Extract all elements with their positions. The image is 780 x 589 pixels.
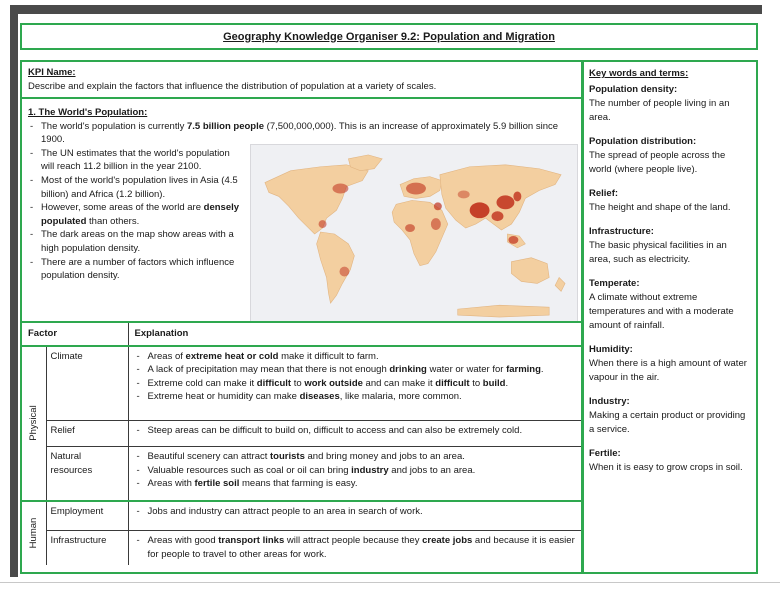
population-bullet: - The world's population is currently 7.5 billion people (7,500,000,000). This is an increase of approximately 5.9 billion since 1900. (28, 120, 578, 147)
key-term-definition: The number of people living in an area. (589, 98, 730, 123)
key-term-name: Population distribution: (589, 136, 697, 147)
population-bullet: - The dark areas on the map show areas with a high population density. (28, 228, 240, 255)
explanation-list (135, 350, 577, 404)
category-human: Human (22, 501, 46, 565)
explanation-list (135, 450, 577, 491)
key-term-definition: The height and shape of the land. (589, 202, 731, 213)
kpi-text: Describe and explain the factors that influence the distribution of population at a variety of scales. (28, 81, 437, 92)
explanation-point: - Steep areas can be difficult to build on, difficult to access and can also be extremely cold. (135, 424, 577, 438)
explanation-list (135, 505, 577, 519)
explanation-list (135, 424, 577, 438)
key-term-definition: The spread of people across the world (where people live). (589, 150, 726, 175)
explanation-relief (128, 421, 582, 447)
left-frame-bar (10, 5, 18, 577)
explanation-employment (128, 501, 582, 531)
key-term-definition: The basic physical facilities in an area, such as electricity. (589, 240, 727, 265)
world-population-density-map (250, 144, 578, 322)
factor-natural-resources: Natural resources (46, 447, 128, 501)
explanation-climate (128, 346, 582, 421)
key-term (589, 395, 750, 437)
main-panel (20, 60, 584, 574)
key-term (589, 343, 750, 385)
explanation-point: - Extreme heat or humidity can make diseases, like malaria, more common. (135, 390, 577, 404)
category-physical: Physical (22, 346, 46, 501)
key-term-name: Industry: (589, 396, 630, 407)
key-term-name: Fertile: (589, 448, 621, 459)
kpi-heading: KPI Name: (28, 67, 76, 78)
population-bullet: - The UN estimates that the world's population will reach 11.2 billion in the year 2100. (28, 147, 240, 174)
key-term (589, 225, 750, 267)
key-term (589, 187, 750, 215)
key-words-heading: Key words and terms: (589, 68, 689, 79)
explanation-header: Explanation (128, 322, 582, 346)
key-words-list (589, 83, 750, 475)
population-bullet: - However, some areas of the world are densely populated than others. (28, 201, 240, 228)
kpi-divider (22, 97, 582, 99)
explanation-point: - Valuable resources such as coal or oil can bring industry and jobs to an area. (135, 464, 577, 478)
key-term-name: Relief: (589, 188, 619, 199)
key-term-name: Infrastructure: (589, 226, 654, 237)
key-words-heading-block (589, 67, 750, 81)
top-frame-bar (10, 5, 762, 14)
factors-table (22, 321, 582, 565)
explanation-point: - Beautiful scenery can attract tourists and bring money and jobs to an area. (135, 450, 577, 464)
key-term-name: Humidity: (589, 344, 633, 355)
explanation-list (135, 534, 577, 561)
factor-relief: Relief (46, 421, 128, 447)
key-term-definition: When it is easy to grow crops in soil. (589, 462, 743, 473)
explanation-point: - Areas with good transport links will attract people because they create jobs and because it is easier for people to travel to other areas for work. (135, 534, 577, 561)
page-title: Geography Knowledge Organiser 9.2: Population and Migration (223, 30, 555, 43)
explanation-natural-resources (128, 447, 582, 501)
explanation-point: - Jobs and industry can attract people to an area in search of work. (135, 505, 577, 519)
explanation-point: - Areas of extreme heat or cold make it difficult to farm. (135, 350, 577, 364)
key-term-definition: A climate without extreme temperatures and with a moderate amount of rainfall. (589, 292, 734, 331)
key-term-name: Temperate: (589, 278, 640, 289)
key-term (589, 83, 750, 125)
factor-infrastructure: Infrastructure (46, 531, 128, 565)
bottom-divider (0, 582, 780, 583)
key-term-definition: Making a certain product or providing a service. (589, 410, 746, 435)
factor-climate: Climate (46, 346, 128, 421)
explanation-infrastructure (128, 531, 582, 565)
key-term-definition: When there is a high amount of water vapour in the air. (589, 358, 747, 383)
explanation-point: - Extreme cold can make it difficult to work outside and can make it difficult to build. (135, 377, 577, 391)
key-term (589, 135, 750, 177)
key-words-panel (581, 60, 758, 574)
key-term (589, 277, 750, 333)
kpi-section (28, 66, 578, 94)
factor-employment: Employment (46, 501, 128, 531)
key-term-name: Population density: (589, 84, 678, 95)
population-bullet: - There are a number of factors which influence population density. (28, 256, 240, 283)
explanation-point: - A lack of precipitation may mean that there is not enough drinking water or water for farming. (135, 363, 577, 377)
key-term (589, 447, 750, 475)
population-bullet: - Most of the world's population lives in Asia (4.5 billion) and Africa (1.2 billion). (28, 174, 240, 201)
map-image (251, 145, 577, 321)
factor-header: Factor (22, 322, 128, 346)
title-box (20, 23, 758, 50)
explanation-point: - Areas with fertile soil means that farming is easy. (135, 477, 577, 491)
population-heading: 1. The World's Population: (28, 107, 148, 118)
